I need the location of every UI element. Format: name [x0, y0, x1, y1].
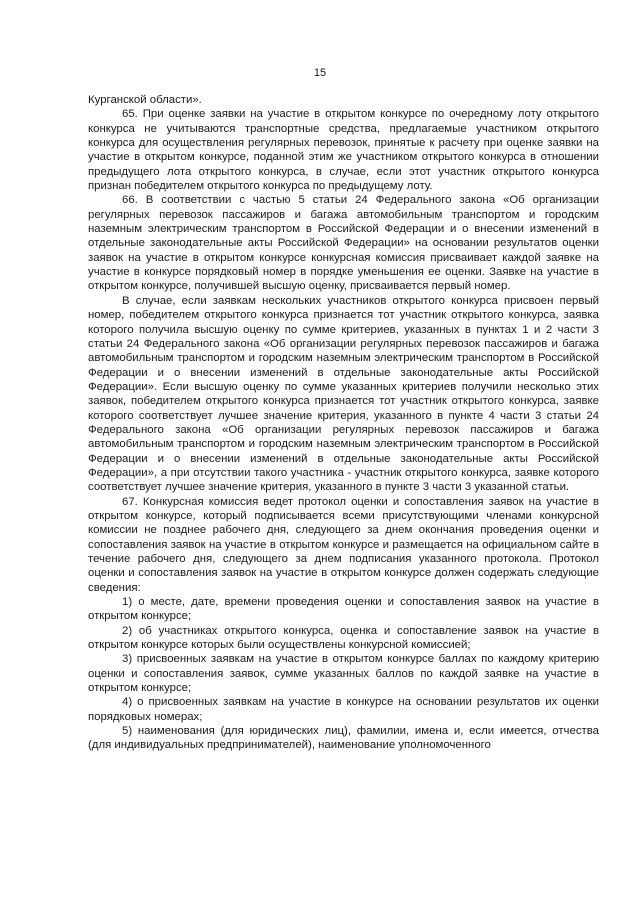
list-item-1: 1) о месте, дате, времени проведения оценки и сопоставления заявок на участие в открытом конкурсе; [88, 596, 599, 623]
paragraph-67: 67. Конкурсная комиссия ведет протокол оценки и сопоставления заявок на участие в открытом конкурсе, который подписывается всеми присутствующими членами конкурсной комиссии не позднее рабочего дня, следующего за днем окончания проведения оценки и сопоставления заявок на участие в открытом конкурсе и размещается на официальном сайте в течение рабочего дня, следующего за днем подписания указанного протокола. Протокол оценки и сопоставления заявок на участие в открытом конкурсе должен содержать следующие сведения: [88, 495, 599, 594]
paragraph-65: 65. При оценке заявки на участие в открытом конкурсе по очередному лоту открытого конкурса не учитываются транспортные средства, предлагаемые участником открытого конкурса для осуществления регулярных перевозок, принятые к расчету при оценке заявки на участие в открытом конкурсе, поданной этим же участником открытого конкурса в отношении предыдущего лота открытого конкурса, в случае, если этот участник открытого конкурса признан победителем открытого конкурса по предыдущему лоту. [88, 108, 599, 193]
list-item-4: 4) о присвоенных заявкам на участие в конкурсе на основании результатов их оценки порядковых номерах; [88, 696, 599, 723]
list-item-5: 5) наименования (для юридических лиц), фамилии, имена и, если имеется, отчества (для индивидуальных предпринимателей), наименование уполномоченного [88, 725, 599, 752]
paragraph-66-tiebreak: В случае, если заявкам нескольких участников открытого конкурса присвоен первый номер, победителем открытого конкурса признается тот участник открытого конкурса, заявка которого получила высшую оценку по сумме критериев, указанных в пунктах 1 и 2 части 3 статьи 24 Федерального закона «Об организации регулярных перевозок пассажиров и багажа автомобильным транспортом и городским наземным электрическим транспортом в Российской Федерации и о внесении изменений в отдельные законодательные акты Российской Федерации». Если высшую оценку по сумме указанных критериев получили несколько этих заявок, победителем открытого конкурса признается тот участник открытого конкурса, заявке которого соответствует лучшее значение критерия, указанного в пункте 4 части 3 статьи 24 Федерального закона «Об организации регулярных перевозок пассажиров и багажа автомобильным транспортом и городским наземным электрическим транспортом в Российской Федерации и о внесении изменений в отдельные законодательные акты Российской Федерации», а при отсутствии такого участника - участник открытого конкурса, заявке которого соответствует лучшее значение критерия, указанного в пункте 3 части 3 указанной статьи. [88, 294, 599, 494]
document-body [88, 93, 599, 753]
list-item-3: 3) присвоенных заявкам на участие в открытом конкурсе баллах по каждому критерию оценки и сопоставления заявок, сумме указанных баллов по каждой заявке на участие в открытом конкурсе; [88, 653, 599, 695]
paragraph-continuation: Курганской области». [88, 94, 202, 106]
list-item-2: 2) об участниках открытого конкурса, оценка и сопоставление заявок на участие в открытом конкурсе которых были осуществлены конкурсной комиссией; [88, 624, 599, 652]
page-number: 15 [313, 67, 327, 79]
paragraph-66: 66. В соответствии с частью 5 статьи 24 Федерального закона «Об организации регулярных перевозок пассажиров и багажа автомобильным транспортом и городским наземным электрическим транспортом в Российской Федерации и о внесении изменений в отдельные законодательные акты Российской Федерации» на основании результатов оценки заявок на участие в открытом конкурсе конкурсная комиссия присваивает каждой заявке на участие в конкурсе порядковый номер в порядке уменьшения ее оценки. Заявке на участие в открытом конкурсе, получившей высшую оценку, присваивается первый номер. [88, 194, 599, 293]
